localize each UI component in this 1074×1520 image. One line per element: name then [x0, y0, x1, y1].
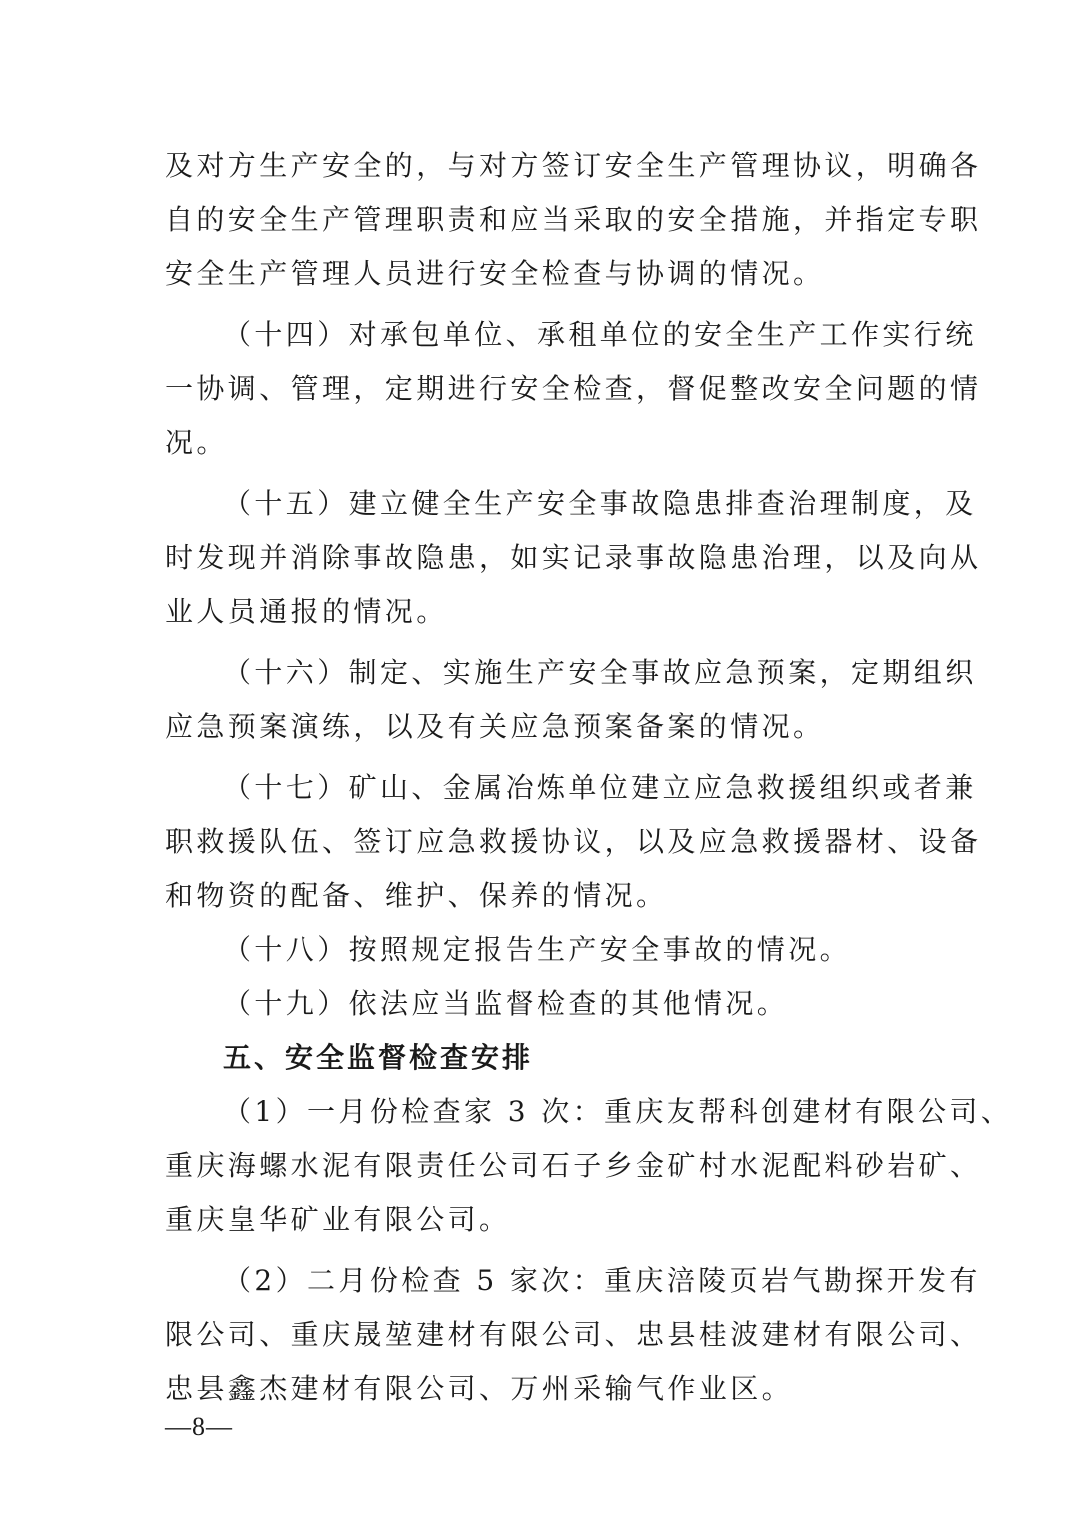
- document-body: [165, 139, 1013, 1416]
- text-line: 职救援队伍、签订应急救援协议，以及应急救援器材、设备: [165, 825, 982, 858]
- item-14-line: （十四）对承包单位、承租单位的安全生产工作实行统: [223, 318, 977, 351]
- text-line: 时发现并消除事故隐患，如实记录事故隐患治理，以及向从: [165, 541, 982, 574]
- text-line: 况。: [165, 426, 228, 459]
- item-18-line: （十八）按照规定报告生产安全事故的情况。: [223, 933, 852, 966]
- item-15-line: （十五）建立健全生产安全事故隐患排查治理制度，及: [223, 487, 977, 520]
- text-line: 自的安全生产管理职责和应当采取的安全措施，并指定专职: [165, 203, 982, 236]
- text-line: 重庆海螺水泥有限责任公司石子乡金矿村水泥配料砂岩矿、: [165, 1149, 982, 1182]
- schedule-1-line: （1）一月份检查家 3 次：重庆友帮科创建材有限公司、: [223, 1095, 1013, 1128]
- text-line: 安全生产管理人员进行安全检查与协调的情况。: [165, 257, 825, 290]
- text-line: 忠县鑫杰建材有限公司、万州采输气作业区。: [165, 1372, 794, 1405]
- item-17-line: （十七）矿山、金属冶炼单位建立应急救援组织或者兼: [223, 771, 977, 804]
- text-line: 一协调、管理，定期进行安全检查，督促整改安全问题的情: [165, 372, 982, 405]
- page-number: —8—: [165, 1412, 233, 1441]
- text-line: 重庆皇华矿业有限公司。: [165, 1203, 511, 1236]
- text-line: 限公司、重庆晟堃建材有限公司、忠县桂波建材有限公司、: [165, 1318, 982, 1351]
- text-line: 应急预案演练，以及有关应急预案备案的情况。: [165, 710, 825, 743]
- item-19-line: （十九）依法应当监督检查的其他情况。: [223, 987, 789, 1020]
- item-16-line: （十六）制定、实施生产安全事故应急预案，定期组织: [223, 656, 977, 689]
- section-heading: 五、安全监督检查安排: [223, 1041, 534, 1074]
- schedule-2-line: （2）二月份检查 5 家次：重庆涪陵页岩气勘探开发有: [223, 1264, 981, 1297]
- text-line: 和物资的配备、维护、保养的情况。: [165, 879, 668, 912]
- text-line: 及对方生产安全的，与对方签订安全生产管理协议，明确各: [165, 149, 982, 182]
- text-line: 业人员通报的情况。: [165, 595, 448, 628]
